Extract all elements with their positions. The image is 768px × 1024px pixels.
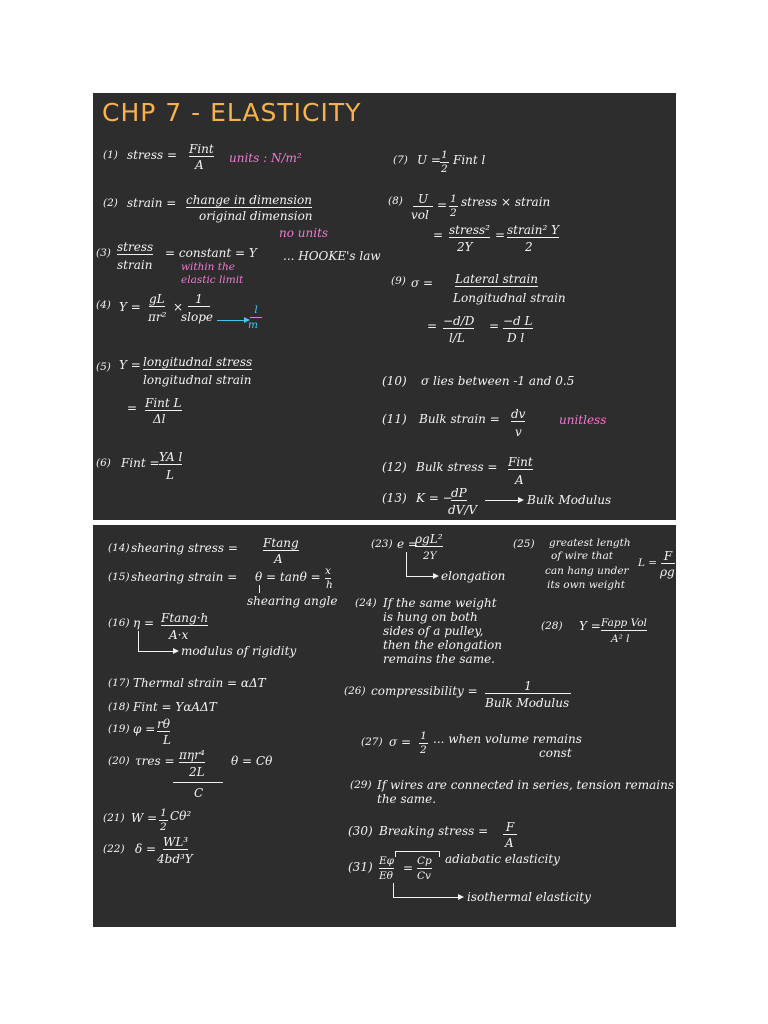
- formula-28-lhs: Y =: [579, 619, 601, 633]
- formula-15-denominator: h: [326, 579, 333, 591]
- formula-15-rhs: θ = tanθ =: [255, 570, 321, 584]
- formula-9-numerator-3: −d L: [503, 314, 533, 328]
- formula-11-denominator: v: [515, 425, 522, 439]
- formula-4-arrow-line: [217, 320, 245, 321]
- formula-27-rhs-2: const: [539, 746, 572, 760]
- formula-1-lhs: stress =: [127, 148, 178, 162]
- formula-24-line-4: then the elongation: [383, 638, 503, 652]
- formula-30-numerator: F: [503, 821, 517, 835]
- chapter-notes-board-2: [93, 525, 676, 927]
- formula-30-denominator: A: [505, 836, 514, 850]
- formula-5-lhs: Y =: [119, 358, 141, 372]
- formula-25-line-4: its own weight: [547, 579, 625, 591]
- formula-8-lhs-numerator: U: [413, 193, 433, 207]
- formula-21-rhs: Cθ²: [170, 809, 192, 823]
- formula-18-number: (18): [108, 701, 130, 713]
- formula-9-denominator: Longitudnal strain: [453, 291, 566, 305]
- formula-13-numerator: dP: [451, 486, 467, 500]
- formula-16-note: modulus of rigidity: [181, 644, 297, 658]
- formula-27-lhs: σ =: [389, 735, 412, 749]
- formula-8-denominator-2: 2Y: [457, 240, 473, 254]
- formula-6-lhs: Fint =: [121, 456, 160, 470]
- formula-14-lhs: shearing stress =: [131, 541, 238, 555]
- formula-13-number: (13): [382, 491, 407, 505]
- formula-29-line-1: If wires are connected in series, tension remains: [377, 778, 674, 792]
- formula-26-denominator: Bulk Modulus: [485, 696, 570, 710]
- formula-8-lhs-denominator: vol: [411, 208, 429, 222]
- formula-16-lhs: η =: [133, 616, 155, 630]
- formula-4-times: ×: [173, 300, 184, 314]
- formula-22-lhs: δ =: [135, 842, 157, 856]
- formula-2-numerator: change in dimension: [186, 193, 312, 207]
- formula-16-numerator: Ftang·h: [161, 611, 209, 625]
- formula-11-lhs: Bulk strain =: [419, 412, 500, 426]
- formula-4-blue-numerator: l: [250, 304, 262, 318]
- formula-16-arrow-head: [173, 648, 179, 654]
- formula-23-bracket-vertical: [406, 552, 407, 576]
- formula-25-numerator: F: [661, 550, 675, 564]
- formula-2-denominator: original dimension: [199, 209, 313, 223]
- formula-25-line-3: can hang under: [545, 565, 629, 577]
- formula-31-rhs-numerator: Cp: [417, 855, 432, 867]
- formula-31-equals: =: [403, 861, 414, 875]
- formula-2-number: (2): [103, 197, 118, 209]
- formula-23-arrow-head: [433, 573, 439, 579]
- formula-31-top-bracket-horizontal: [395, 851, 439, 852]
- formula-8-numerator-3: strain² Y: [507, 223, 559, 237]
- formula-2-note: no units: [279, 226, 329, 240]
- formula-29-line-2: the same.: [377, 792, 437, 806]
- formula-8-eq-1: =: [437, 198, 448, 212]
- formula-22-denominator: 4bd³Y: [157, 852, 193, 866]
- formula-26-lhs: compressibility =: [371, 684, 478, 698]
- formula-13-arrow-line: [485, 500, 519, 501]
- formula-25-lhs-visible: L =: [638, 557, 658, 569]
- formula-20-number: (20): [108, 755, 130, 767]
- formula-14-denominator: A: [274, 552, 283, 566]
- formula-6-numerator: YA l: [159, 450, 183, 464]
- formula-21-lhs: W =: [131, 811, 158, 825]
- formula-31-bottom-note: isothermal elasticity: [467, 890, 591, 904]
- formula-9-number: (9): [391, 275, 406, 287]
- formula-31-number: (31): [348, 860, 373, 874]
- formula-19-lhs: φ =: [133, 722, 156, 736]
- formula-23-lhs: e =: [397, 537, 418, 551]
- formula-15-lhs: shearing strain =: [131, 570, 238, 584]
- formula-27-rhs: ... when volume remains: [433, 732, 582, 746]
- formula-29-number: (29): [350, 779, 372, 791]
- formula-6-denominator: L: [166, 468, 174, 482]
- formula-4-number: (4): [96, 299, 111, 311]
- formula-27-denominator: 2: [420, 744, 427, 756]
- formula-9-denominator-2: l/L: [449, 331, 465, 345]
- formula-9-lhs: σ =: [411, 276, 434, 290]
- formula-11-numerator: dv: [511, 407, 526, 421]
- formula-25-denominator: ρg: [660, 565, 675, 579]
- formula-9-eq-3: =: [489, 319, 500, 333]
- formula-24-line-2: is hung on both: [383, 610, 478, 624]
- formula-17-text: Thermal strain = αΔT: [133, 676, 266, 690]
- formula-16-number: (16): [108, 617, 130, 629]
- formula-28-numerator: Fapp Vol: [601, 617, 647, 629]
- formula-27-numerator: 1: [420, 730, 427, 742]
- formula-27-number: (27): [361, 736, 383, 748]
- formula-7-rhs: Fint l: [453, 153, 486, 167]
- formula-8-numerator-2: stress²: [449, 223, 490, 237]
- formula-30-number: (30): [348, 824, 373, 838]
- formula-10-number: (10): [382, 374, 407, 388]
- formula-20-lhs: τres =: [135, 754, 175, 768]
- formula-22-number: (22): [103, 843, 125, 855]
- formula-23-bracket-horizontal: [406, 576, 434, 577]
- formula-31-bottom-arrow-head: [458, 894, 464, 900]
- formula-20-numerator: πηr⁴: [179, 748, 205, 762]
- formula-26-numerator: 1: [485, 680, 571, 694]
- formula-20-brace: [173, 782, 223, 783]
- formula-13-rhs: Bulk Modulus: [527, 493, 612, 507]
- formula-7-lhs: U =: [417, 153, 441, 167]
- formula-24-line-5: remains the same.: [383, 652, 495, 666]
- formula-15-number: (15): [108, 571, 130, 583]
- formula-5-equals: =: [127, 401, 138, 415]
- formula-24-line-1: If the same weight: [383, 596, 497, 610]
- formula-1-numerator: Fint: [189, 142, 214, 156]
- formula-9-numerator-2: −d/D: [443, 314, 475, 328]
- formula-1-denominator: A: [195, 158, 204, 172]
- formula-5-numerator-2: Fint L: [145, 396, 182, 410]
- formula-15-numerator: x: [325, 565, 331, 577]
- formula-28-denominator: A² l: [611, 633, 630, 645]
- formula-31-rhs-denominator: Cv: [417, 870, 431, 882]
- formula-18-text: Fint = YαAΔT: [133, 700, 217, 714]
- formula-25-number: (25): [513, 538, 535, 550]
- formula-19-numerator: rθ: [157, 717, 170, 731]
- formula-21-denominator: 2: [160, 821, 167, 833]
- formula-11-note: unitless: [559, 413, 607, 427]
- formula-3-equation: = constant = Y: [165, 246, 257, 260]
- formula-20-c-label: C: [194, 786, 204, 800]
- formula-23-denominator: 2Y: [423, 550, 437, 562]
- formula-7-number: (7): [393, 154, 408, 166]
- formula-4-numerator-2: 1: [188, 293, 210, 307]
- formula-1-number: (1): [103, 149, 118, 161]
- formula-13-lhs: K = −: [416, 491, 453, 505]
- formula-14-number: (14): [108, 542, 130, 554]
- formula-31-bottom-bracket-vertical: [393, 883, 394, 897]
- formula-17-number: (17): [108, 677, 130, 689]
- formula-22-numerator: WL³: [163, 835, 189, 849]
- formula-12-numerator: Fint: [508, 455, 533, 469]
- formula-31-lhs-denominator: Eθ: [379, 870, 393, 882]
- formula-24-number: (24): [355, 597, 377, 609]
- formula-16-bracket-horizontal: [138, 651, 174, 652]
- formula-25-line-2: of wire that: [551, 550, 613, 562]
- formula-31-lhs-numerator: Eφ: [379, 855, 395, 867]
- formula-5-denominator-2: Δl: [153, 412, 166, 426]
- formula-15-pointer: [259, 585, 260, 593]
- formula-4-denominator-2: slope: [181, 310, 214, 324]
- formula-19-number: (19): [108, 723, 130, 735]
- formula-8-eq-2: =: [433, 228, 444, 242]
- formula-3-number: (3): [96, 247, 111, 259]
- formula-12-denominator: A: [515, 473, 524, 487]
- formula-21-number: (21): [103, 812, 125, 824]
- formula-16-denominator: A·x: [169, 628, 189, 642]
- formula-3-law: ... HOOKE's law: [283, 249, 381, 263]
- formula-23-note: elongation: [441, 569, 506, 583]
- formula-7-denominator: 2: [441, 163, 448, 175]
- formula-21-numerator: 1: [160, 807, 167, 819]
- formula-5-denominator: longitudnal strain: [143, 373, 252, 387]
- formula-31-bottom-bracket-horizontal: [393, 897, 459, 898]
- formula-8-rhs-1: stress × strain: [461, 195, 551, 209]
- formula-20-rhs: θ = Cθ: [231, 754, 273, 768]
- formula-8-numerator-1: 1: [450, 193, 457, 205]
- formula-3-note: within the elastic limit: [181, 261, 244, 286]
- formula-11-number: (11): [382, 412, 407, 426]
- formula-25-line-1: greatest length: [549, 537, 631, 549]
- formula-13-denominator: dV/V: [448, 503, 478, 517]
- formula-12-number: (12): [382, 460, 407, 474]
- formula-7-numerator: 1: [441, 149, 448, 161]
- formula-31-top-note: adiabatic elasticity: [445, 852, 560, 866]
- formula-24-line-3: sides of a pulley,: [383, 624, 484, 638]
- formula-3-numerator: stress: [117, 240, 154, 254]
- formula-2-lhs: strain =: [127, 196, 177, 210]
- formula-31-top-bracket-end: [439, 851, 440, 857]
- chapter-title: CHP 7 - ELASTICITY: [102, 98, 362, 127]
- formula-13-arrow-head: [518, 497, 524, 503]
- formula-9-denominator-3: D l: [507, 331, 525, 345]
- formula-9-numerator: Lateral strain: [455, 272, 539, 286]
- formula-23-number: (23): [371, 538, 393, 550]
- formula-19-denominator: L: [163, 733, 171, 747]
- formula-4-lhs: Y =: [119, 300, 141, 314]
- formula-8-number: (8): [388, 195, 403, 207]
- formula-15-note: shearing angle: [247, 594, 338, 608]
- formula-4-numerator-1: gL: [149, 292, 165, 306]
- formula-28-number: (28): [541, 620, 563, 632]
- formula-20-denominator: 2L: [189, 765, 205, 779]
- formula-3-denominator: strain: [117, 258, 153, 272]
- formula-16-bracket-vertical: [138, 631, 139, 651]
- formula-8-denominator-1: 2: [450, 207, 457, 219]
- formula-12-lhs: Bulk stress =: [416, 460, 498, 474]
- formula-6-number: (6): [96, 457, 111, 469]
- chapter-notes-board-1: [93, 93, 676, 520]
- formula-4-denominator-1: πr²: [148, 310, 167, 324]
- formula-4-blue-denominator: m: [248, 319, 258, 331]
- formula-23-numerator: ρgL²: [415, 532, 443, 546]
- formula-30-lhs: Breaking stress =: [379, 824, 489, 838]
- formula-8-denominator-3: 2: [525, 240, 533, 254]
- formula-9-eq-2: =: [427, 319, 438, 333]
- formula-8-eq-3: =: [495, 228, 506, 242]
- formula-1-units: units : N/m²: [229, 151, 302, 165]
- formula-5-numerator: longitudnal stress: [143, 355, 253, 369]
- formula-10-text: σ lies between -1 and 0.5: [421, 374, 575, 388]
- formula-26-number: (26): [344, 685, 366, 697]
- formula-14-numerator: Ftang: [263, 536, 299, 550]
- formula-5-number: (5): [96, 361, 111, 373]
